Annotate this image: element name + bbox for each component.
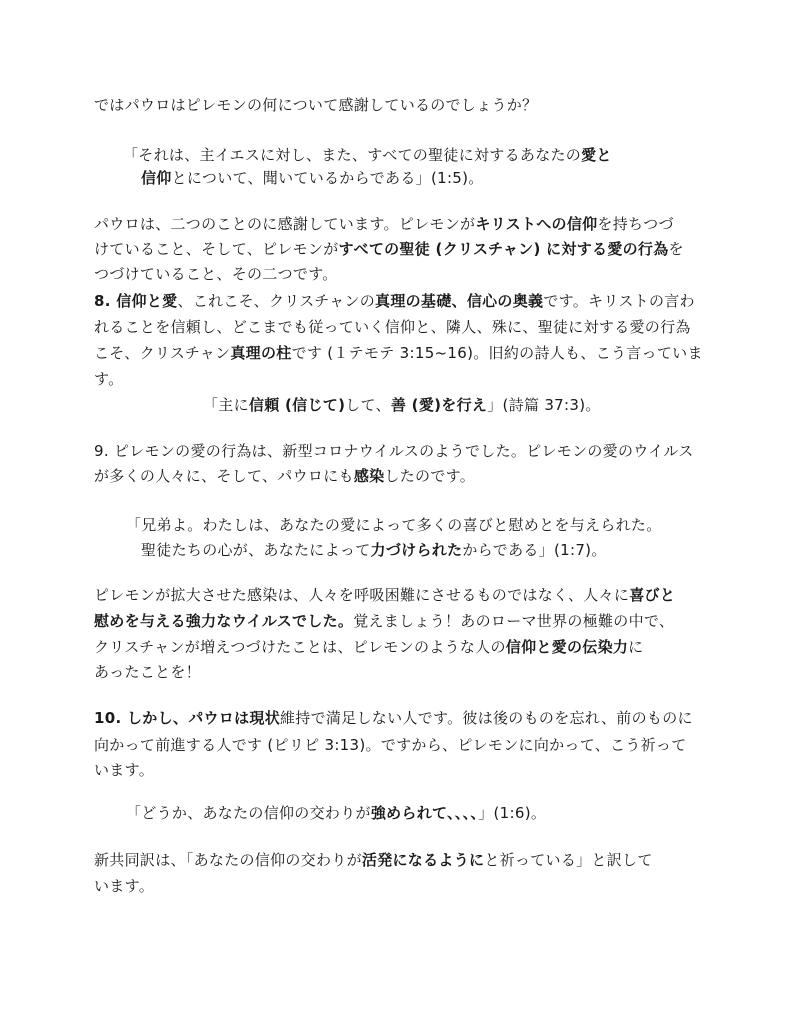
quote-3-line-1: 「兄弟よ。わたしは、あなたの愛によって多くの喜びと慰めとを与えられた。 xyxy=(126,516,662,534)
paragraph-6-line-2: 向かって前進する人です (ピリピ 3:13)。ですから、ピレモンに向かって、こう祈って xyxy=(94,736,687,754)
paragraph-5-line-3: クリスチャンが増えつづけたことは、ピレモンのような人の信仰と愛の伝染力に xyxy=(94,638,644,656)
paragraph-6-line-1: 10. しかし、パウロは現状維持で満足しない人です。彼は後のものを忘れ、前のものに xyxy=(94,709,693,727)
paragraph-2-line-2: けていること、そして、ピレモンがすべての聖徒 (クリスチャン) に対する愛の行為を xyxy=(94,240,684,258)
paragraph-7-line-1: 新共同訳は、「あなたの信仰の交わりが活発になるようにと祈っている」と訳して xyxy=(94,851,653,869)
paragraph-2-line-1: パウロは、二つのことのに感謝しています。ピレモンがキリストへの信仰を持ちつづ xyxy=(94,215,674,233)
paragraph-3-line-1: 8. 信仰と愛、これこそ、クリスチャンの真理の基礎、信心の奥義です。キリストの言わ xyxy=(94,292,695,310)
quote-1-line-2: 信仰とについて、聞いているからである」(1:5)。 xyxy=(141,169,484,187)
quote-4: 「どうか、あなたの信仰の交わりが強められて、、、、」(1:6)。 xyxy=(126,804,547,822)
paragraph-3-line-3: こそ、クリスチャン真理の柱です (１テモテ 3:15~16)。旧約の詩人も、こう言っていま xyxy=(94,344,703,362)
quote-1-line-1: 「それは、主イエスに対し、また、すべての聖徒に対するあなたの愛と xyxy=(123,146,612,164)
paragraph-3-line-2: れることを信頼し、どこまでも従っていく信仰と、隣人、殊に、聖徒に対する愛の行為 xyxy=(94,318,691,336)
intro-question: ではパウロはピレモンの何について感謝しているのでしょうか？ xyxy=(94,96,538,114)
paragraph-5-line-2: 慰めを与える強力なウイルスでした。覚えましょう！あのローマ世界の極難の中で、 xyxy=(94,612,675,630)
paragraph-2-line-3: つづけていること、その二つです。 xyxy=(94,265,338,283)
paragraph-7-line-2: います。 xyxy=(94,877,155,895)
paragraph-6-line-3: います。 xyxy=(94,761,155,779)
paragraph-3-line-4: す。 xyxy=(94,370,124,388)
paragraph-4-line-2: が多くの人々に、そして、パウロにも感染したのです。 xyxy=(94,467,476,485)
paragraph-4-line-1: 9. ピレモンの愛の行為は、新型コロナウイルスのようでした。ピレモンの愛のウイルス xyxy=(94,442,694,460)
quote-2: 「主に信頼 (信じて)して、善 (愛)を行え」(詩篇 37:3)。 xyxy=(203,396,601,414)
quote-3-line-2: 聖徒たちの心が、あなたによって力づけられたからである」(1:7)。 xyxy=(141,541,607,559)
paragraph-5-line-1: ピレモンが拡大させた感染は、人々を呼吸困難にさせるものではなく、人々に喜びと xyxy=(94,586,676,604)
paragraph-5-line-4: あったことを！ xyxy=(94,663,201,681)
